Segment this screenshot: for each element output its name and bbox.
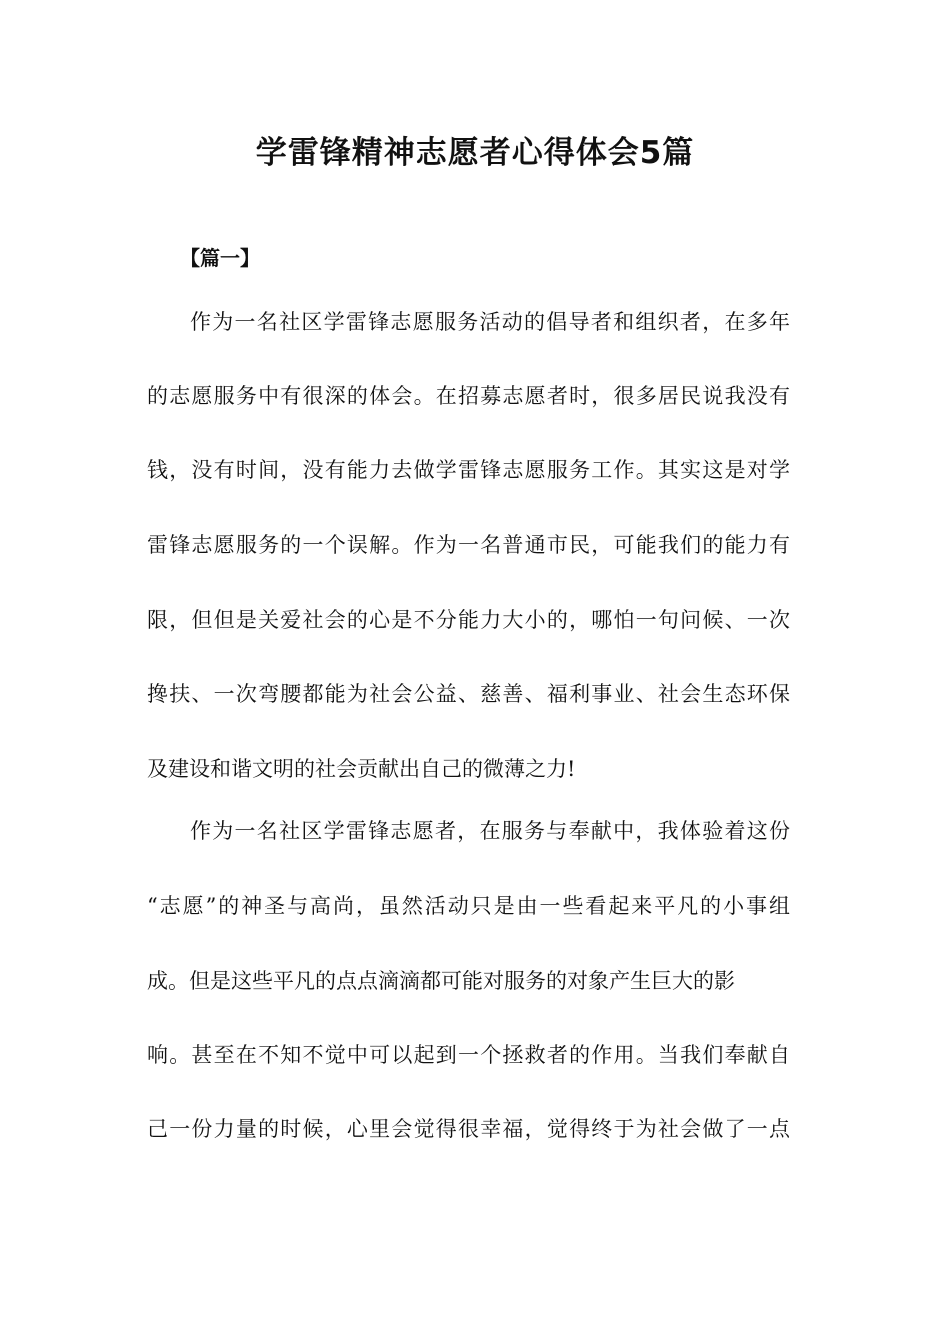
paragraph-line: 己一份力量的时候，心里会觉得很幸福，觉得终于为社会做了一点 xyxy=(147,1117,790,1141)
paragraph-line: 作为一名社区学雷锋志愿服务活动的倡导者和组织者，在多年 xyxy=(190,310,790,334)
section-heading: 【篇一】 xyxy=(180,246,260,270)
paragraph-line: 成。但是这些平凡的点点滴滴都可能对服务的对象产生巨大的影 xyxy=(147,969,735,993)
paragraph-line: 响。甚至在不知不觉中可以起到一个拯救者的作用。当我们奉献自 xyxy=(147,1043,790,1067)
paragraph-line: 作为一名社区学雷锋志愿者，在服务与奉献中，我体验着这份 xyxy=(190,819,790,843)
paragraph-line: “志愿”的神圣与高尚，虽然活动只是由一些看起来平凡的小事组 xyxy=(147,894,790,918)
paragraph-line: 钱，没有时间，没有能力去做学雷锋志愿服务工作。其实这是对学 xyxy=(147,458,790,482)
paragraph-line: 限，但但是关爱社会的心是不分能力大小的，哪怕一句问候、一次 xyxy=(147,608,790,632)
paragraph-line: 及建设和谐文明的社会贡献出自己的微薄之力! xyxy=(147,757,576,781)
paragraph-line: 的志愿服务中有很深的体会。在招募志愿者时，很多居民说我没有 xyxy=(147,384,790,408)
document-title: 学雷锋精神志愿者心得体会5篇 xyxy=(255,135,695,171)
paragraph-line: 搀扶、一次弯腰都能为社会公益、慈善、福利事业、社会生态环保 xyxy=(147,682,790,706)
paragraph-line: 雷锋志愿服务的一个误解。作为一名普通市民，可能我们的能力有 xyxy=(147,533,790,557)
